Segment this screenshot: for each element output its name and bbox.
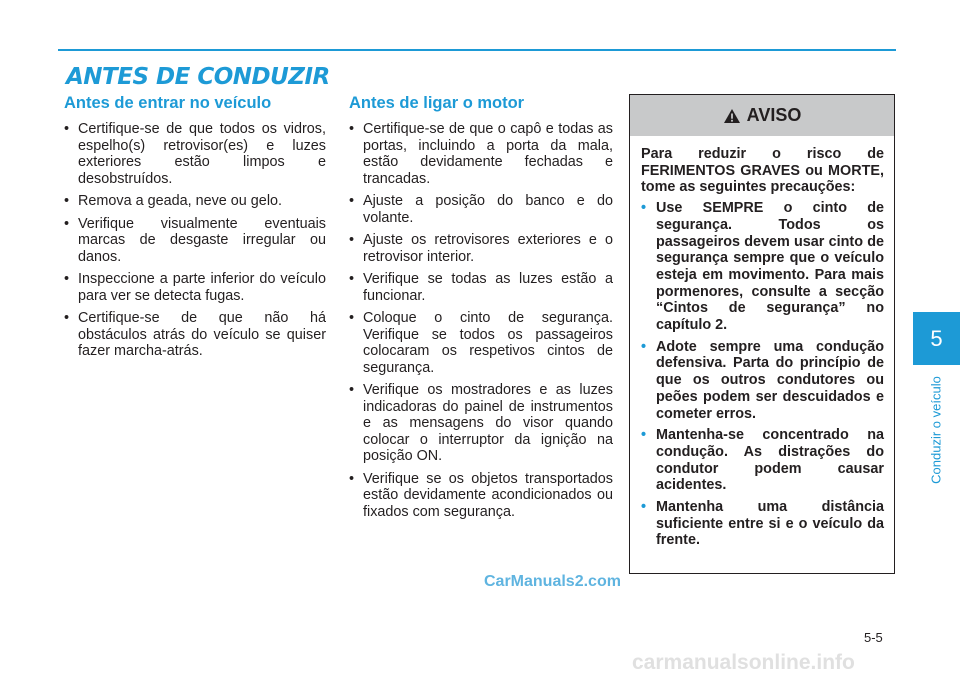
warning-item: • Mantenha uma distância suficiente entre si e o veículo da frente.	[641, 499, 884, 549]
list-item: • Inspeccione a parte inferior do veículo para ver se detecta fugas.	[64, 271, 326, 304]
list-item: • Certifique-se de que todos os vidros, espelho(s) retrovisor(es) e luzes exteriores estão limpos e desobstruídos.	[64, 121, 326, 187]
page-number: 5-5	[864, 630, 883, 645]
list-item: • Ajuste a posição do banco e do volante.	[349, 193, 613, 226]
warning-title: AVISO	[746, 105, 802, 125]
list-item: • Remova a geada, neve ou gelo.	[64, 193, 326, 210]
list-item: • Verifique visualmente eventuais marcas de desgaste irregular ou danos.	[64, 216, 326, 266]
list-item: • Ajuste os retrovisores exteriores e o retrovisor interior.	[349, 232, 613, 265]
warning-intro: Para reduzir o risco de FERIMENTOS GRAVES ou MORTE, tome as seguintes precauções:	[641, 146, 884, 196]
list-item: • Coloque o cinto de segurança. Verifique se todos os passageiros colocaram os respetivos cintos de segurança.	[349, 310, 613, 376]
warning-header	[630, 95, 894, 136]
chapter-title: ANTES DE CONDUZIR	[66, 64, 330, 90]
before-starting-heading: Antes de ligar o motor	[349, 94, 525, 112]
before-starting-list	[349, 121, 613, 520]
before-entering-heading: Antes de entrar no veículo	[64, 94, 272, 112]
watermark-carmanuals2: CarManuals2.com	[484, 573, 621, 590]
before-entering-section	[64, 94, 326, 366]
warning-item: • Adote sempre uma condução defensiva. Parta do princípio de que os outros condutores ou peões podem ser descuidados e cometer erros.	[641, 339, 884, 423]
list-item: • Verifique se os objetos transportados estão devidamente acondicionados ou fixados com segurança.	[349, 471, 613, 521]
list-item: • Verifique se todas as luzes estão a funcionar.	[349, 271, 613, 304]
warning-body	[630, 136, 894, 549]
warning-box	[629, 94, 895, 574]
top-rule	[58, 49, 896, 51]
chapter-number-tab: 5	[913, 312, 960, 365]
before-starting-section	[349, 94, 613, 526]
before-entering-list	[64, 121, 326, 360]
warning-item: • Use SEMPRE o cinto de segurança. Todos os passageiros devem usar cinto de segurança sempre que o veículo esteja em movimento. Para mais pormenores, consulte a secção “Cintos de segurança” no capítulo 2.	[641, 200, 884, 334]
warning-triangle-icon	[723, 108, 741, 124]
list-item: • Certifique-se de que o capô e todas as portas, incluindo a porta da mala, estão devidamente fechadas e trancadas.	[349, 121, 613, 187]
warning-list	[641, 200, 884, 549]
list-item: • Verifique os mostradores e as luzes indicadoras do painel de instrumentos e as mensagens do visor quando colocar o interruptor da ignição na posição ON.	[349, 382, 613, 465]
chapter-side-label: Conduzir o veículo	[928, 376, 944, 484]
warning-item: • Mantenha-se concentrado na condução. As distrações do condutor podem causar acidentes.	[641, 427, 884, 494]
watermark-carmanualsonline: carmanualsonline.info	[632, 651, 855, 674]
list-item: • Certifique-se de que não há obstáculos atrás do veículo se quiser fazer marcha-atrás.	[64, 310, 326, 360]
